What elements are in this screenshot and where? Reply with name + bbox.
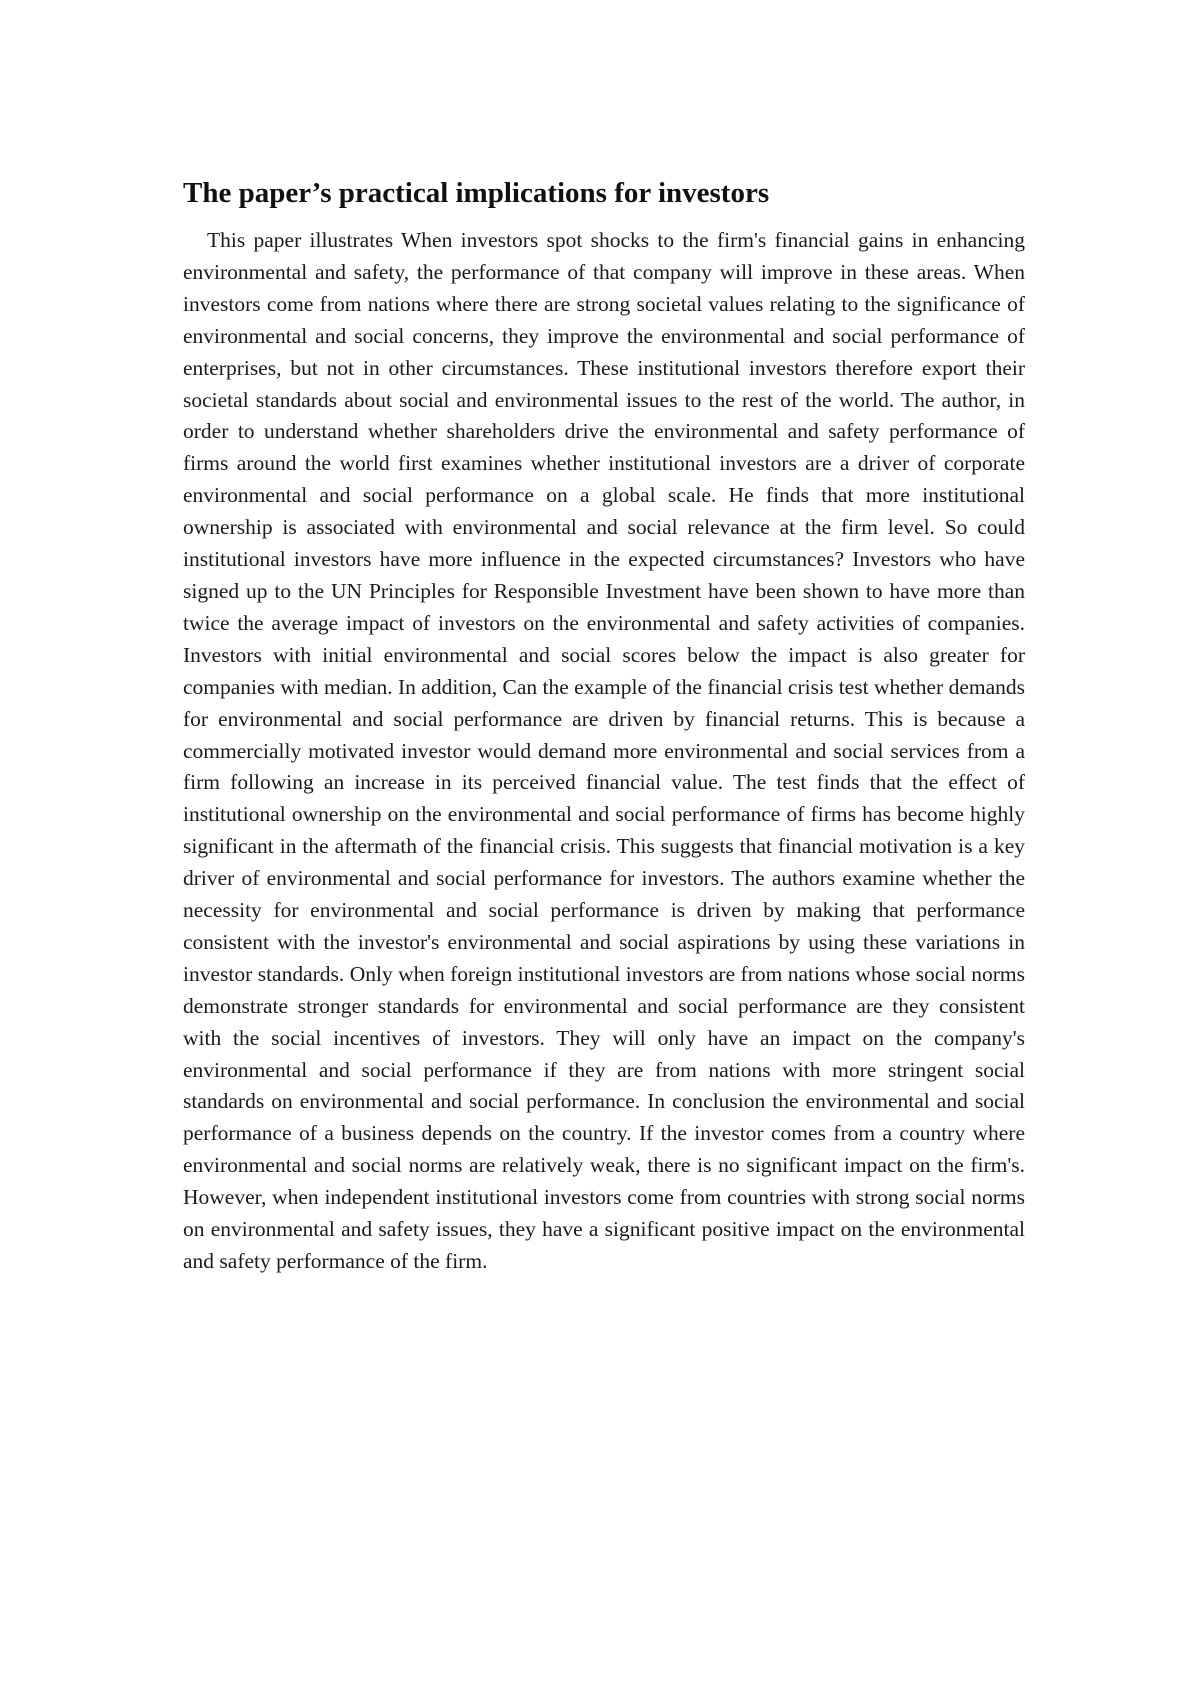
section-heading: The paper’s practical implications for investors [183, 177, 770, 209]
body-paragraph: This paper illustrates When investors spot shocks to the firm's financial gains in enhancing environmental and safety, the performance of that company will improve in these areas. When investors come from nations where there are strong societal values relating to the significance of environmental and social concerns, they improve the environmental and social performance of enterprises, but not in other circumstances. These institutional investors therefore export their societal standards about social and environmental issues to the rest of the world. The author, in order to understand whether shareholders drive the environmental and safety performance of firms around the world first examines whether institutional investors are a driver of corporate environmental and social performance on a global scale. He finds that more institutional ownership is associated with environmental and social relevance at the firm level. So could institutional investors have more influence in the expected circumstances? Investors who have signed up to the UN Principles for Responsible Investment have been shown to have more than twice the average impact of investors on the environmental and safety activities of companies. Investors with initial environmental and social scores below the impact is also greater for companies with median. In addition, Can the example of the financial crisis test whether demands for environmental and social performance are driven by financial returns. This is because a commercially motivated investor would demand more environmental and social services from a firm following an increase in its perceived financial value. The test finds that the effect of institutional ownership on the environmental and social performance of firms has become highly significant in the aftermath of the financial crisis. This suggests that financial motivation is a key driver of environmental and social performance for investors. The authors examine whether the necessity for environmental and social performance is driven by making that performance consistent with the investor's environmental and social aspirations by using these variations in investor standards. Only when foreign institutional investors are from nations whose social norms demonstrate stronger standards for environmental and social performance are they consistent with the social incentives of investors. They will only have an impact on the company's environmental and social performance if they are from nations with more stringent social standards on environmental and social performance. In conclusion the environmental and social performance of a business depends on the country. If the investor comes from a country where environmental and social norms are relatively weak, there is no significant impact on the firm's. However, when independent institutional investors come from countries with strong social norms on environmental and safety issues, they have a significant positive impact on the environmental and safety performance of the firm. [183, 228, 1025, 1273]
document-content [183, 175, 1025, 1278]
